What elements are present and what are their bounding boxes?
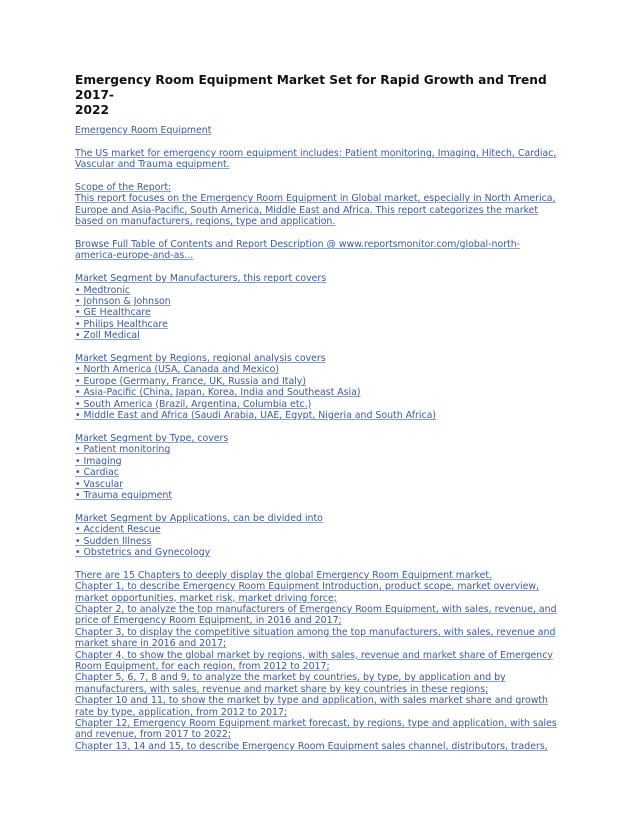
- list-item[interactable]: • Zoll Medical: [75, 330, 140, 342]
- chapter-line[interactable]: market share in 2016 and 2017;: [75, 638, 227, 650]
- list-item[interactable]: • Cardiac: [75, 467, 119, 479]
- browse-link-line[interactable]: Browse Full Table of Contents and Report Description @ www.reportsmonitor.com/global-north-: [75, 239, 521, 251]
- type-section: [75, 433, 567, 501]
- browse-paragraph: [75, 239, 567, 262]
- chapter-line[interactable]: Chapter 5, 6, 7, 8 and 9, to analyze the market by countries, by type, by application and by: [75, 672, 506, 684]
- chapter-line[interactable]: Chapter 1, to describe Emergency Room Equipment Introduction, product scope, market overview,: [75, 581, 540, 593]
- list-item[interactable]: • Accident Rescue: [75, 524, 161, 536]
- manufacturers-section: [75, 273, 567, 341]
- list-item[interactable]: • Trauma equipment: [75, 489, 172, 501]
- chapter-line[interactable]: market opportunities, market risk, market driving force;: [75, 592, 337, 604]
- scope-line[interactable]: based on manufacturers, regions, type and application.: [75, 216, 336, 228]
- chapter-line[interactable]: Chapter 12, Emergency Room Equipment market forecast, by regions, type and application, with sales: [75, 718, 557, 729]
- chapter-line[interactable]: and revenue, from 2017 to 2022;: [75, 729, 232, 741]
- chapters-intro[interactable]: There are 15 Chapters to deeply display the global Emergency Room Equipment market.: [75, 569, 493, 581]
- list-item[interactable]: • GE Healthcare: [75, 307, 151, 319]
- list-item[interactable]: • Patient monitoring: [75, 444, 171, 456]
- document-page: [75, 73, 567, 752]
- list-item[interactable]: • Europe (Germany, France, UK, Russia and Italy): [75, 375, 307, 387]
- intro-line[interactable]: Vascular and Trauma equipment.: [75, 159, 230, 171]
- regions-section: [75, 353, 567, 421]
- document-title: [75, 73, 567, 118]
- list-item[interactable]: • Middle East and Africa (Saudi Arabia, UAE, Egypt, Nigeria and South Africa): [75, 410, 437, 422]
- intro-line[interactable]: The US market for emergency room equipment includes: Patient monitoring, Imaging, Hitech, Cardiac,: [75, 147, 557, 159]
- intro-paragraph: [75, 148, 567, 171]
- list-item[interactable]: • Philips Healthcare: [75, 318, 168, 330]
- scope-heading[interactable]: Scope of the Report:: [75, 182, 172, 193]
- list-item[interactable]: • Sudden Illness: [75, 535, 152, 547]
- regions-heading[interactable]: Market Segment by Regions, regional analysis covers: [75, 353, 326, 365]
- list-item[interactable]: • South America (Brazil, Argentina, Columbia etc.): [75, 398, 312, 410]
- list-item[interactable]: • Vascular: [75, 478, 124, 490]
- applications-section: [75, 513, 567, 559]
- chapters-section: [75, 570, 567, 753]
- title-line: 2022: [75, 103, 109, 117]
- chapter-line[interactable]: Chapter 3, to display the competitive situation among the top manufacturers, with sales, revenue and: [75, 626, 556, 638]
- chapter-line[interactable]: Chapter 13, 14 and 15, to describe Emergency Room Equipment sales channel, distributors, traders,: [75, 740, 548, 752]
- chapter-line[interactable]: Chapter 10 and 11, to show the market by type and application, with sales market share and growth: [75, 695, 548, 707]
- manufacturers-heading[interactable]: Market Segment by Manufacturers, this report covers: [75, 273, 327, 285]
- scope-line[interactable]: Europe and Asia-Pacific, South America, Middle East and Africa. This report categorizes the market: [75, 204, 539, 216]
- chapter-line[interactable]: Room Equipment, for each region, from 2012 to 2017;: [75, 660, 330, 672]
- list-item[interactable]: • Johnson & Johnson: [75, 296, 171, 308]
- list-item[interactable]: • Asia-Pacific (China, Japan, Korea, India and Southeast Asia): [75, 387, 361, 399]
- list-item[interactable]: • North America (USA, Canada and Mexico): [75, 364, 280, 376]
- scope-paragraph: [75, 182, 567, 228]
- browse-link-line[interactable]: america-europe-and-as...: [75, 250, 194, 262]
- chapter-line[interactable]: rate by type, application, from 2012 to 2017;: [75, 706, 288, 718]
- scope-line[interactable]: This report focuses on the Emergency Room Equipment in Global market, especially in North America,: [75, 193, 556, 205]
- applications-heading[interactable]: Market Segment by Applications, can be divided into: [75, 512, 323, 524]
- heading-link[interactable]: Emergency Room Equipment: [75, 125, 212, 136]
- list-item[interactable]: • Imaging: [75, 455, 122, 467]
- title-line: Emergency Room Equipment Market Set for Rapid Growth and Trend 2017-: [75, 73, 547, 102]
- chapter-line[interactable]: Chapter 2, to analyze the top manufacturers of Emergency Room Equipment, with sales, revenue, and: [75, 603, 557, 615]
- chapter-line[interactable]: manufacturers, with sales, revenue and market share by key countries in these regions;: [75, 683, 489, 695]
- chapter-line[interactable]: price of Emergency Room Equipment, in 2016 and 2017;: [75, 615, 342, 627]
- list-item[interactable]: • Obstetrics and Gynecology: [75, 546, 211, 558]
- type-heading[interactable]: Market Segment by Type, covers: [75, 432, 229, 444]
- chapter-line[interactable]: Chapter 4, to show the global market by regions, with sales, revenue and market share of Emergency: [75, 649, 553, 661]
- list-item[interactable]: • Medtronic: [75, 284, 131, 296]
